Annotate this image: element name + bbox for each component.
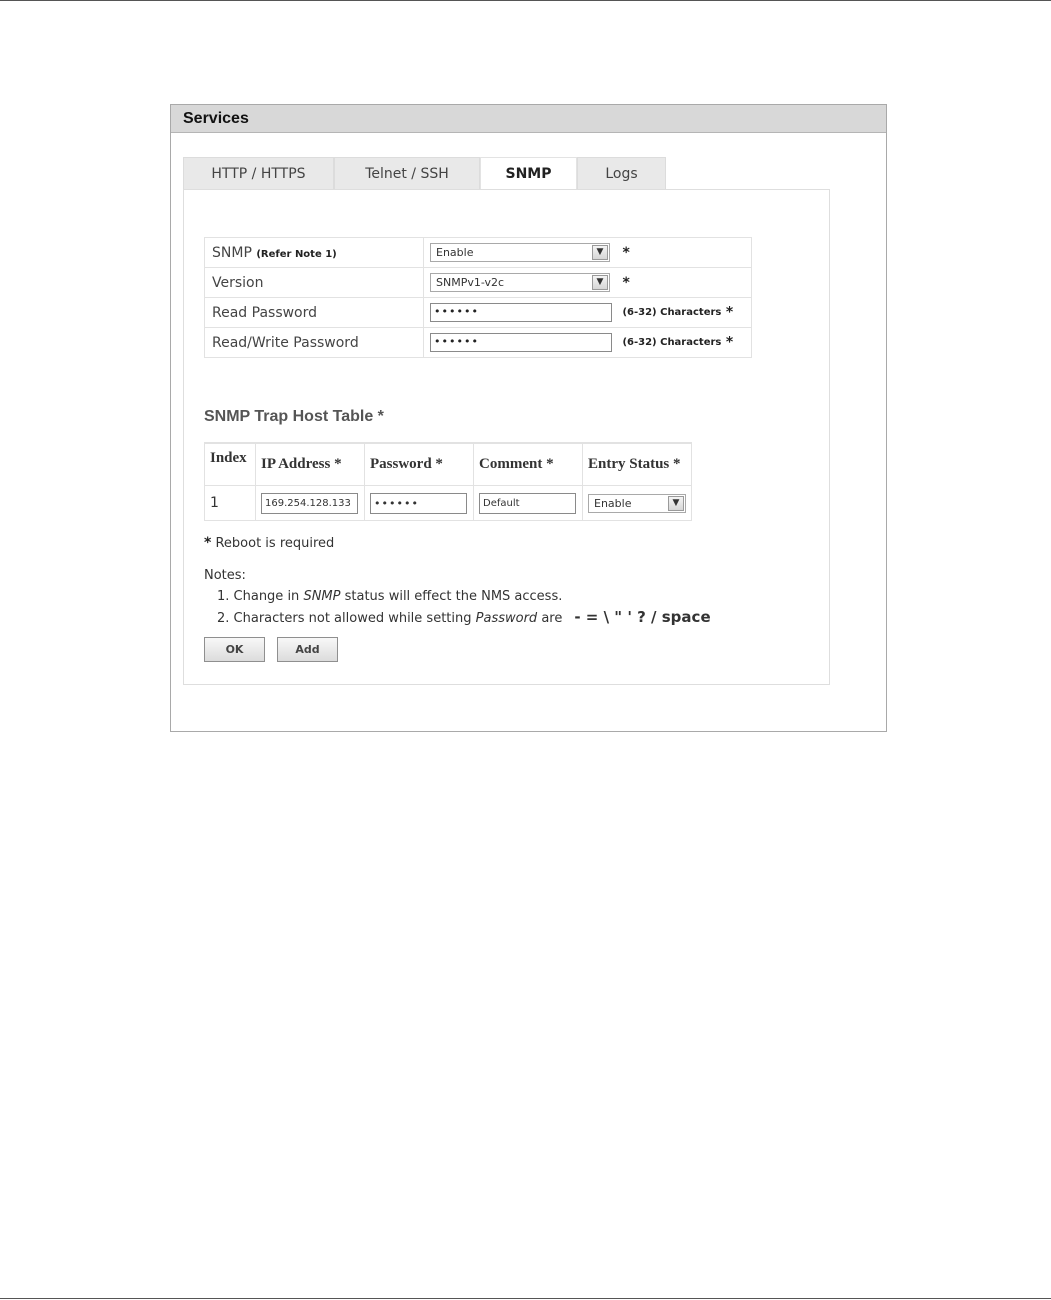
snmp-row [205,238,752,268]
chevron-down-icon[interactable]: ▼ [592,245,608,260]
notes-heading: Notes: [204,568,246,583]
trap-table-header [205,443,692,486]
tab-logs[interactable]: Logs [577,157,666,189]
trap-password-input[interactable]: •••••• [370,493,467,514]
entry-status-select[interactable] [588,494,686,513]
chevron-down-icon[interactable]: ▼ [592,275,608,290]
tab-telnet-ssh[interactable]: Telnet / SSH [334,157,480,189]
services-panel [170,104,887,732]
col-index: Index [205,443,256,486]
snmp-status-select[interactable] [430,243,610,262]
version-row [205,268,752,298]
col-ip-address: IP Address * [256,443,365,486]
version-select[interactable] [430,273,610,292]
version-label: Version [205,268,424,298]
note-item-1: 1. Change in SNMP status will effect the NMS access. [217,589,563,604]
chevron-down-icon[interactable]: ▼ [668,496,684,511]
entry-status-value: Enable [594,496,632,510]
trap-table-title: SNMP Trap Host Table * [204,408,384,425]
snmp-label: SNMP [212,244,252,261]
snmp-content [183,189,830,685]
reboot-text: Reboot is required [215,536,335,551]
reboot-note [204,535,334,551]
col-entry-status: Entry Status * [583,443,692,486]
tab-http-https[interactable]: HTTP / HTTPS [183,157,334,189]
version-value: SNMPv1-v2c [436,276,505,289]
required-mark: * [725,304,734,321]
tab-snmp[interactable]: SNMP [480,157,577,190]
required-mark: * [725,334,734,351]
add-button[interactable]: Add [277,637,338,662]
refer-note-label: (Refer Note 1) [256,248,337,260]
comment-input[interactable]: Default [479,493,576,514]
ip-address-input[interactable]: 169.254.128.133 [261,493,358,514]
rw-password-row [205,328,752,358]
page-bottom-rule [0,1298,1051,1299]
rw-password-hint: (6-32) Characters [622,337,722,348]
rw-password-label: Read/Write Password [205,328,424,358]
page-top-rule [0,0,1051,1]
row-index: 1 [205,486,256,521]
col-comment: Comment * [474,443,583,486]
col-password: Password * [365,443,474,486]
panel-title: Services [171,105,886,133]
notes-section [204,565,711,629]
read-password-label: Read Password [205,298,424,328]
read-password-row [205,298,752,328]
required-mark: * [622,274,630,291]
snmp-settings-table [204,237,752,358]
snmp-status-value: Enable [436,246,474,259]
read-password-hint: (6-32) Characters [622,307,722,318]
rw-password-input[interactable]: •••••• [430,333,612,352]
forbidden-characters: - = \ " ' ? / space [574,608,711,626]
required-mark: * [622,244,630,261]
ok-button[interactable]: OK [204,637,265,662]
read-password-input[interactable]: •••••• [430,303,612,322]
required-mark: * [204,535,212,551]
trap-host-table [204,442,692,521]
note-item-2: 2. Characters not allowed while setting Password are - = \ " ' ? / space [217,608,711,626]
table-row [205,486,692,521]
